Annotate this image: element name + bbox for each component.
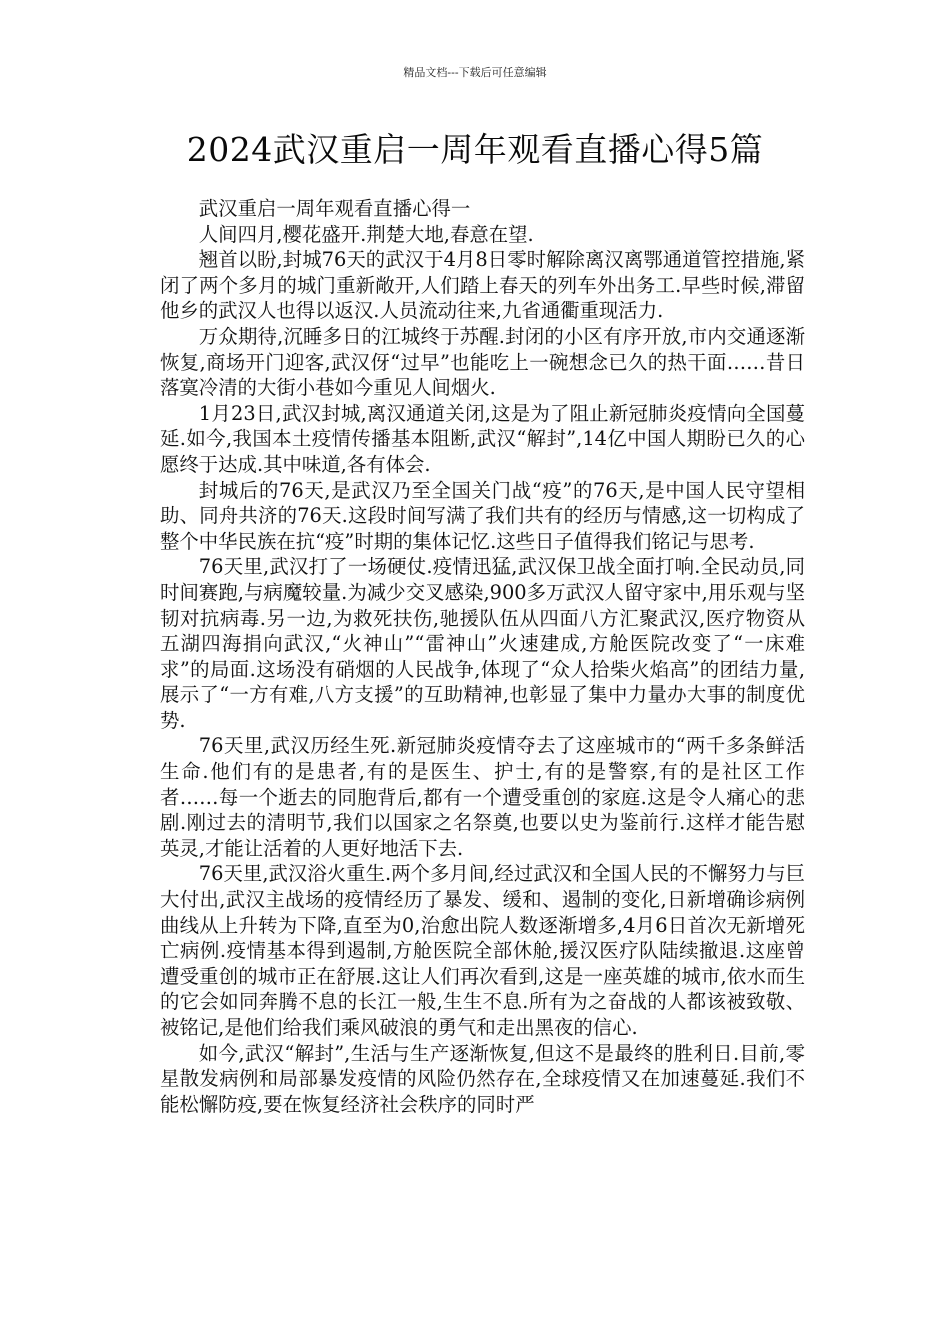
paragraph: 76天里,武汉浴火重生.两个多月间,经过武汉和全国人民的不懈努力与巨大付出,武汉主战场的疫情经历了暴发、缓和、遏制的变化,日新增确诊病例曲线从上升转为下降,直至为0,治愈出院人数逐渐增多,4月6日首次无新增死亡病例.疫情基本得到遏制,方舱医院全部休舱,援汉医疗队陆续撤退.这座曾遭受重创的城市正在舒展.这让人们再次看到,这是一座英雄的城市,依水而生的它会如同奔腾不息的长江一般,生生不息.所有为之奋战的人都该被致敬、被铭记,是他们给我们乘风破浪的勇气和走出黑夜的信心. [160, 862, 805, 1039]
paragraph: 人间四月,樱花盛开.荆楚大地,春意在望. [198, 222, 534, 246]
paragraph: 76天里,武汉历经生死.新冠肺炎疫情夺去了这座城市的“两千多条鲜活生命.他们有的是患者,有的是医生、护士,有的是警察,有的是社区工作者……每一个逝去的同胞背后,都有一个遭受重创的家庭.这是令人痛心的悲剧.刚过去的清明节,我们以国家之名祭奠,也要以史为鉴前行.这样才能告慰英灵,才能让活着的人更好地活下去. [160, 734, 805, 860]
paragraph: 封城后的76天,是武汉乃至全国关门战“疫”的76天,是中国人民守望相助、同舟共济的76天.这段时间写满了我们共有的经历与情感,这一切构成了整个中华民族在抗“疫”时期的集体记忆.这些日子值得我们铭记与思考. [160, 478, 806, 553]
paragraph: 如今,武汉“解封”,生活与生产逐渐恢复,但这不是最终的胜利日.目前,零星散发病例和局部暴发疫情的风险仍然存在,全球疫情又在加速蔓延.我们不能松懈防疫,要在恢复经济社会秩序的同时严 [160, 1041, 805, 1116]
paragraph: 翘首以盼,封城76天的武汉于4月8日零时解除离汉离鄂通道管控措施,紧闭了两个多月的城门重新敞开,人们踏上春天的列车外出务工.早些时候,滞留他乡的武汉人也得以返汉.人员流动往来,九省通衢重现活力. [160, 248, 805, 323]
document-body [160, 196, 805, 1117]
paragraph: 万众期待,沉睡多日的江城终于苏醒.封闭的小区有序开放,市内交通逐渐恢复,商场开门迎客,武汉伢“过早”也能吃上一碗想念已久的热干面……昔日落寞冷清的大街小巷如今重见人间烟火. [160, 324, 805, 400]
document-title: 2024武汉重启一周年观看直播心得5篇 [186, 130, 764, 169]
paragraph: 1月23日,武汉封城,离汉通道关闭,这是为了阻止新冠肺炎疫情向全国蔓延.如今,我国本土疫情传播基本阻断,武汉“解封”,14亿中国人期盼已久的心愿终于达成.其中味道,各有体会. [160, 401, 805, 476]
section-heading: 武汉重启一周年观看直播心得一 [198, 197, 471, 220]
paragraph: 76天里,武汉打了一场硬仗.疫情迅猛,武汉保卫战全面打响.全民动员,同时间赛跑,与病魔较量.为减少交叉感染,900多万武汉人留守家中,用乐观与坚韧对抗病毒.另一边,为救死扶伤,驰援队伍从四面八方汇聚武汉,医疗物资从五湖四海捐向武汉,“火神山”“雷神山”火速建成,方舱医院改变了“一床难求”的局面.这场没有硝烟的人民战争,体现了“众人拾柴火焰高”的团结力量,展示了“一方有难,八方支援”的互助精神,也彰显了集中力量办大事的制度优势. [160, 555, 805, 732]
page-header-note: 精品文档---下载后可任意编辑 [403, 66, 547, 79]
